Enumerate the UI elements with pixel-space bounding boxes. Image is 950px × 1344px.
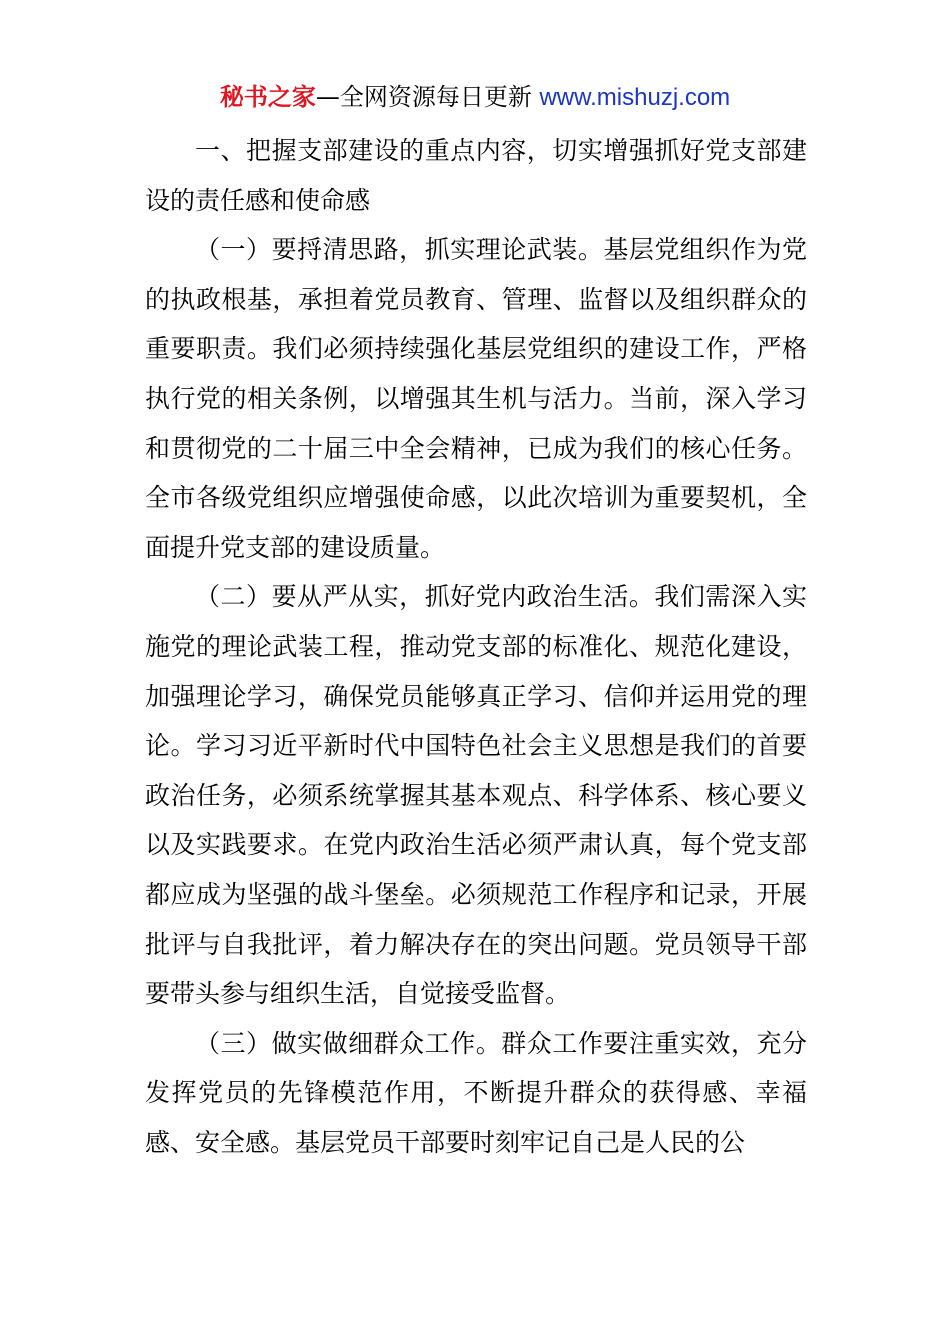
- site-header: [0, 80, 950, 115]
- brand-name: 秘书之家: [219, 83, 316, 111]
- paragraph-3: （三）做实做细群众工作。群众工作要注重实效，充分发挥党员的先锋模范作用，不断提升群众的获得感、幸福感、安全感。基层党员干部要时刻牢记自己是人民的公: [145, 1028, 807, 1157]
- paragraph-1: （一）要捋清思路，抓实理论武装。基层党组织作为党的执政根基，承担着党员教育、管理、监督以及组织群众的重要职责。我们必须持续强化基层党组织的建设工作，严格执行党的相关条例，以增强其生机与活力。当前，深入学习和贯彻党的二十届三中全会精神，已成为我们的核心任务。全市各级党组织应增强使命感，以此次培训为重要契机，全面提升党支部的建设质量。: [145, 235, 807, 562]
- section-heading: 一、把握支部建设的重点内容，切实增强抓好党支部建设的责任感和使命感: [145, 136, 807, 215]
- site-url-link[interactable]: www.mishuzj.com: [539, 84, 731, 111]
- paragraph-2: （二）要从严从实，抓好党内政治生活。我们需深入实施党的理论武装工程，推动党支部的标准化、规范化建设，加强理论学习，确保党员能够真正学习、信仰并运用党的理论。学习习近平新时代中国特色社会主义思想是我们的首要政治任务，必须系统掌握其基本观点、科学体系、核心要义以及实践要求。在党内政治生活必须严肃认真，每个党支部都应成为坚强的战斗堡垒。必须规范工作程序和记录，开展批评与自我批评，着力解决存在的突出问题。党员领导干部要带头参与组织生活，自觉接受监督。: [145, 582, 807, 1009]
- header-tagline: —全网资源每日更新: [315, 83, 540, 111]
- document-body: [145, 126, 807, 1167]
